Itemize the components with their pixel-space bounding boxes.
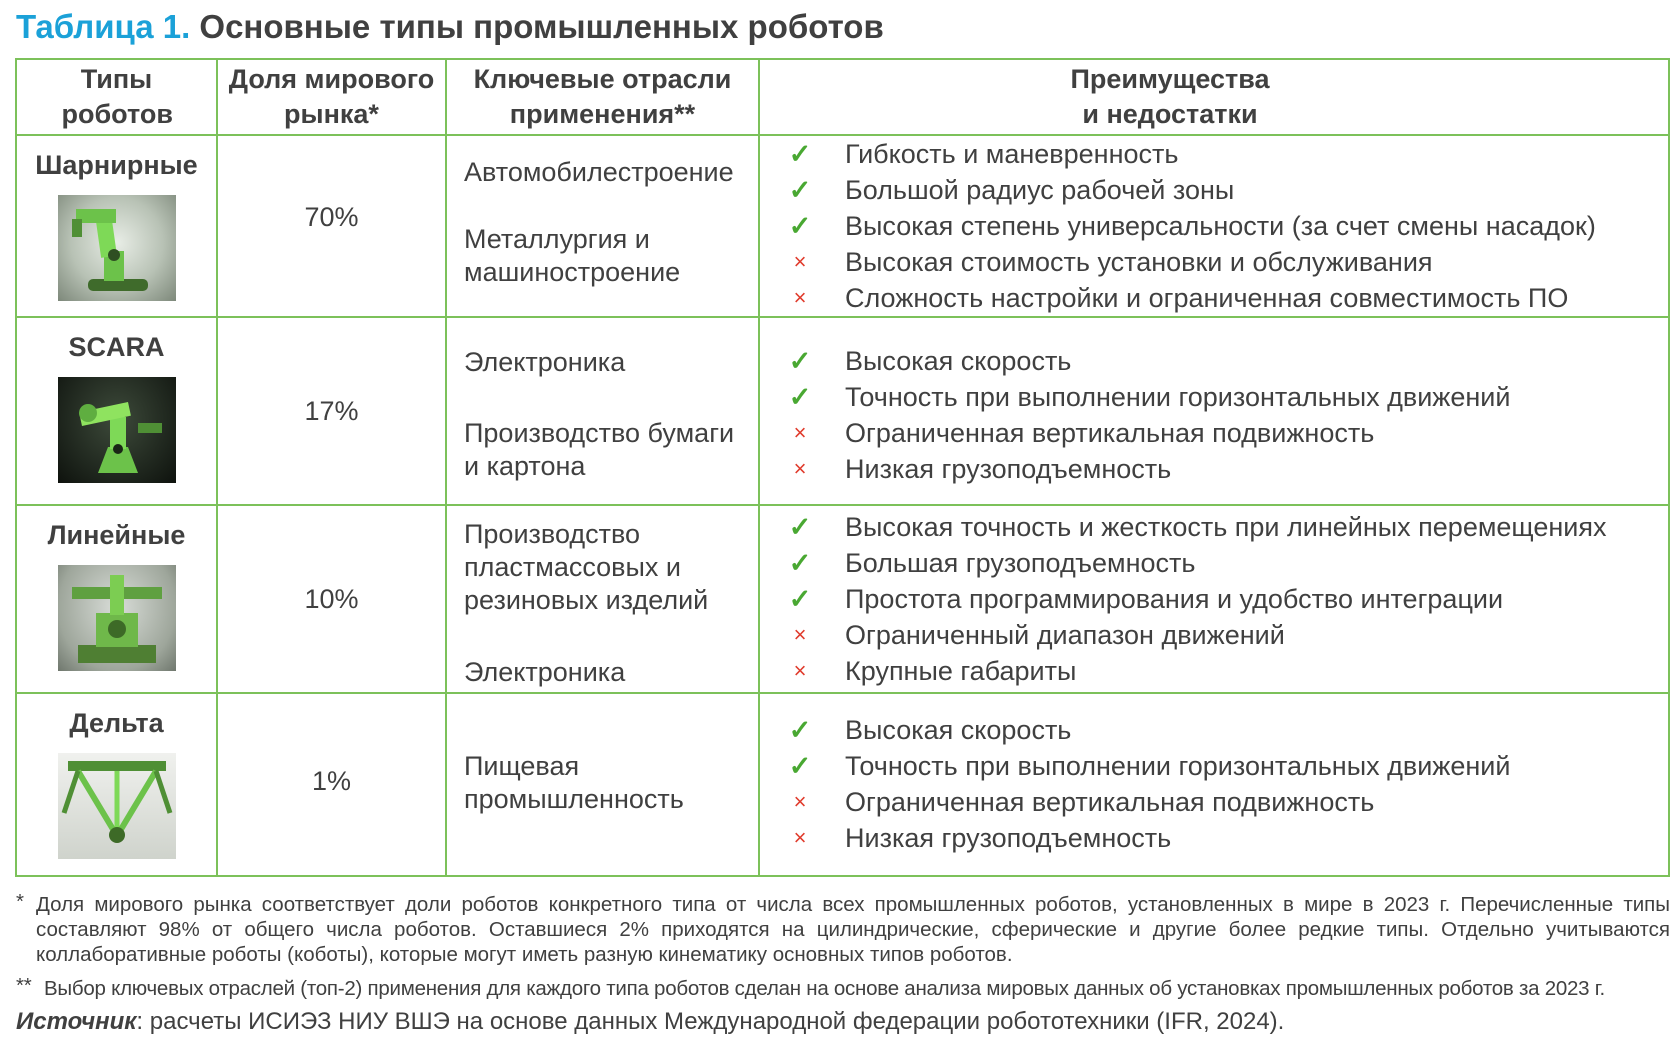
footnote-text: Выбор ключевых отраслей (топ-2) применения для каждого типа роботов сделан на основе анализа мировых данных об установках промышленных роботов за 2023 г. (44, 977, 1605, 1000)
industry-item: Электроника (464, 656, 626, 687)
check-icon: ✓ (788, 346, 812, 376)
pros-cons-cell (759, 317, 1669, 505)
share-cell (217, 135, 446, 317)
check-icon: ✓ (788, 751, 812, 781)
apps-cell (446, 505, 759, 693)
linear-robot-image (58, 565, 176, 671)
header-apps: Ключевые отрасли применения** (446, 59, 759, 135)
type-cell (16, 693, 217, 876)
pros-cons-item: ✓ Высокая скорость (775, 343, 1668, 379)
pros-cons-item: × Низкая грузоподъемность (775, 820, 1668, 856)
type-name: Дельта (69, 708, 164, 738)
table-row (16, 505, 1669, 693)
table-caption: Основные типы промышленных роботов (199, 8, 884, 45)
cross-icon: × (793, 456, 807, 481)
type-cell (16, 317, 217, 505)
pros-cons-item: ✓ Точность при выполнении горизонтальных движений (775, 379, 1668, 415)
pros-cons-item: ✓ Высокая скорость (775, 712, 1668, 748)
header-type: Типы роботов (16, 59, 217, 135)
pros-cons-item: ✓ Простота программирования и удобство интеграции (775, 581, 1668, 617)
table-row (16, 693, 1669, 876)
check-icon: ✓ (788, 175, 812, 205)
pros-cons-item: × Крупные габариты (775, 653, 1668, 689)
footnote-marker: * (16, 890, 24, 913)
check-icon: ✓ (788, 548, 812, 578)
check-icon: ✓ (788, 584, 812, 614)
cross-icon: × (793, 420, 807, 445)
market-share: 1% (311, 766, 352, 796)
apps-cell (446, 317, 759, 505)
pros-cons-item: × Ограниченный диапазон движений (775, 617, 1668, 653)
pros-cons-item: × Сложность настройки и ограниченная совместимость ПО (775, 280, 1668, 316)
articulated-robot-image (58, 195, 176, 301)
type-cell (16, 505, 217, 693)
pros-cons-item: ✓ Большая грузоподъемность (775, 545, 1668, 581)
footnotes (16, 892, 1670, 1034)
source-note (16, 1009, 1670, 1034)
market-share: 70% (304, 202, 359, 232)
cross-icon: × (793, 622, 807, 647)
check-icon: ✓ (788, 139, 812, 169)
pros-cons-cell (759, 505, 1669, 693)
industry-item: Электроника (464, 347, 626, 377)
cross-icon: × (793, 249, 807, 274)
header-share: Доля мирового рынка* (217, 59, 446, 135)
header-pros: Преимущества и недостатки (759, 59, 1669, 135)
delta-robot-image (58, 753, 176, 859)
cross-icon: × (793, 789, 807, 814)
pros-cons-cell (759, 693, 1669, 876)
cross-icon: × (793, 658, 807, 683)
type-name: Шарнирные (35, 150, 198, 180)
table-row (16, 135, 1669, 317)
market-share: 17% (304, 396, 359, 426)
share-cell (217, 317, 446, 505)
pros-cons-item: ✓ Большой радиус рабочей зоны (775, 172, 1668, 208)
footnote-2 (16, 976, 1670, 1001)
source-text: : расчеты ИСИЭЗ НИУ ВШЭ на основе данных Международной федерации робототехники (IFR, 2024). (136, 1008, 1285, 1035)
check-icon: ✓ (788, 382, 812, 412)
cross-icon: × (793, 825, 807, 850)
cross-icon: × (793, 285, 807, 310)
check-icon: ✓ (788, 715, 812, 745)
footnote-text: Доля мирового рынка соответствует доли роботов конкретного типа от числа всех промышленных роботов, установленных в мире в 2023 г. Перечисленные типы составляют 98% от общего числа роботов. Оставшиеся 2% приходятся на цилиндрические, сферические и другие более редкие типы. Отдельно учитываются коллаборативные роботы (коботы), которые могут иметь разную кинематику основных типов роботов. (36, 893, 1670, 966)
source-label: Источник (16, 1008, 137, 1035)
footnote-1 (16, 892, 1670, 967)
type-name: SCARA (68, 332, 165, 362)
table-title (16, 8, 884, 46)
share-cell (217, 505, 446, 693)
pros-cons-item: × Ограниченная вертикальная подвижность (775, 784, 1668, 820)
table-number: Таблица 1. (16, 8, 191, 45)
pros-cons-item: ✓ Точность при выполнении горизонтальных движений (775, 748, 1668, 784)
robot-types-table (15, 58, 1670, 877)
scara-robot-image (58, 377, 176, 483)
header-row (16, 59, 1669, 135)
type-name: Линейные (47, 520, 186, 550)
footnote-marker: ** (16, 974, 32, 997)
industry-item: Пищевая промышленность (464, 751, 684, 814)
check-icon: ✓ (788, 211, 812, 241)
table-row (16, 317, 1669, 505)
industry-item: Автомобилестроение (464, 157, 734, 187)
pros-cons-item: × Высокая стоимость установки и обслуживания (775, 244, 1668, 280)
type-cell (16, 135, 217, 317)
pros-cons-item: ✓ Высокая степень универсальности (за счет смены насадок) (775, 208, 1668, 244)
pros-cons-item: × Низкая грузоподъемность (775, 451, 1668, 487)
share-cell (217, 693, 446, 876)
industry-item: Производство пластмассовых и резиновых изделий (464, 519, 709, 615)
pros-cons-item: ✓ Высокая точность и жесткость при линейных перемещениях (775, 509, 1668, 545)
industry-item: Производство бумаги и картона (464, 417, 735, 481)
market-share: 10% (304, 584, 359, 614)
pros-cons-cell (759, 135, 1669, 317)
apps-cell (446, 693, 759, 876)
apps-cell (446, 135, 759, 317)
pros-cons-item: × Ограниченная вертикальная подвижность (775, 415, 1668, 451)
industry-item: Металлургия и машиностроение (464, 223, 681, 287)
pros-cons-item: ✓ Гибкость и маневренность (775, 136, 1668, 172)
check-icon: ✓ (788, 512, 812, 542)
